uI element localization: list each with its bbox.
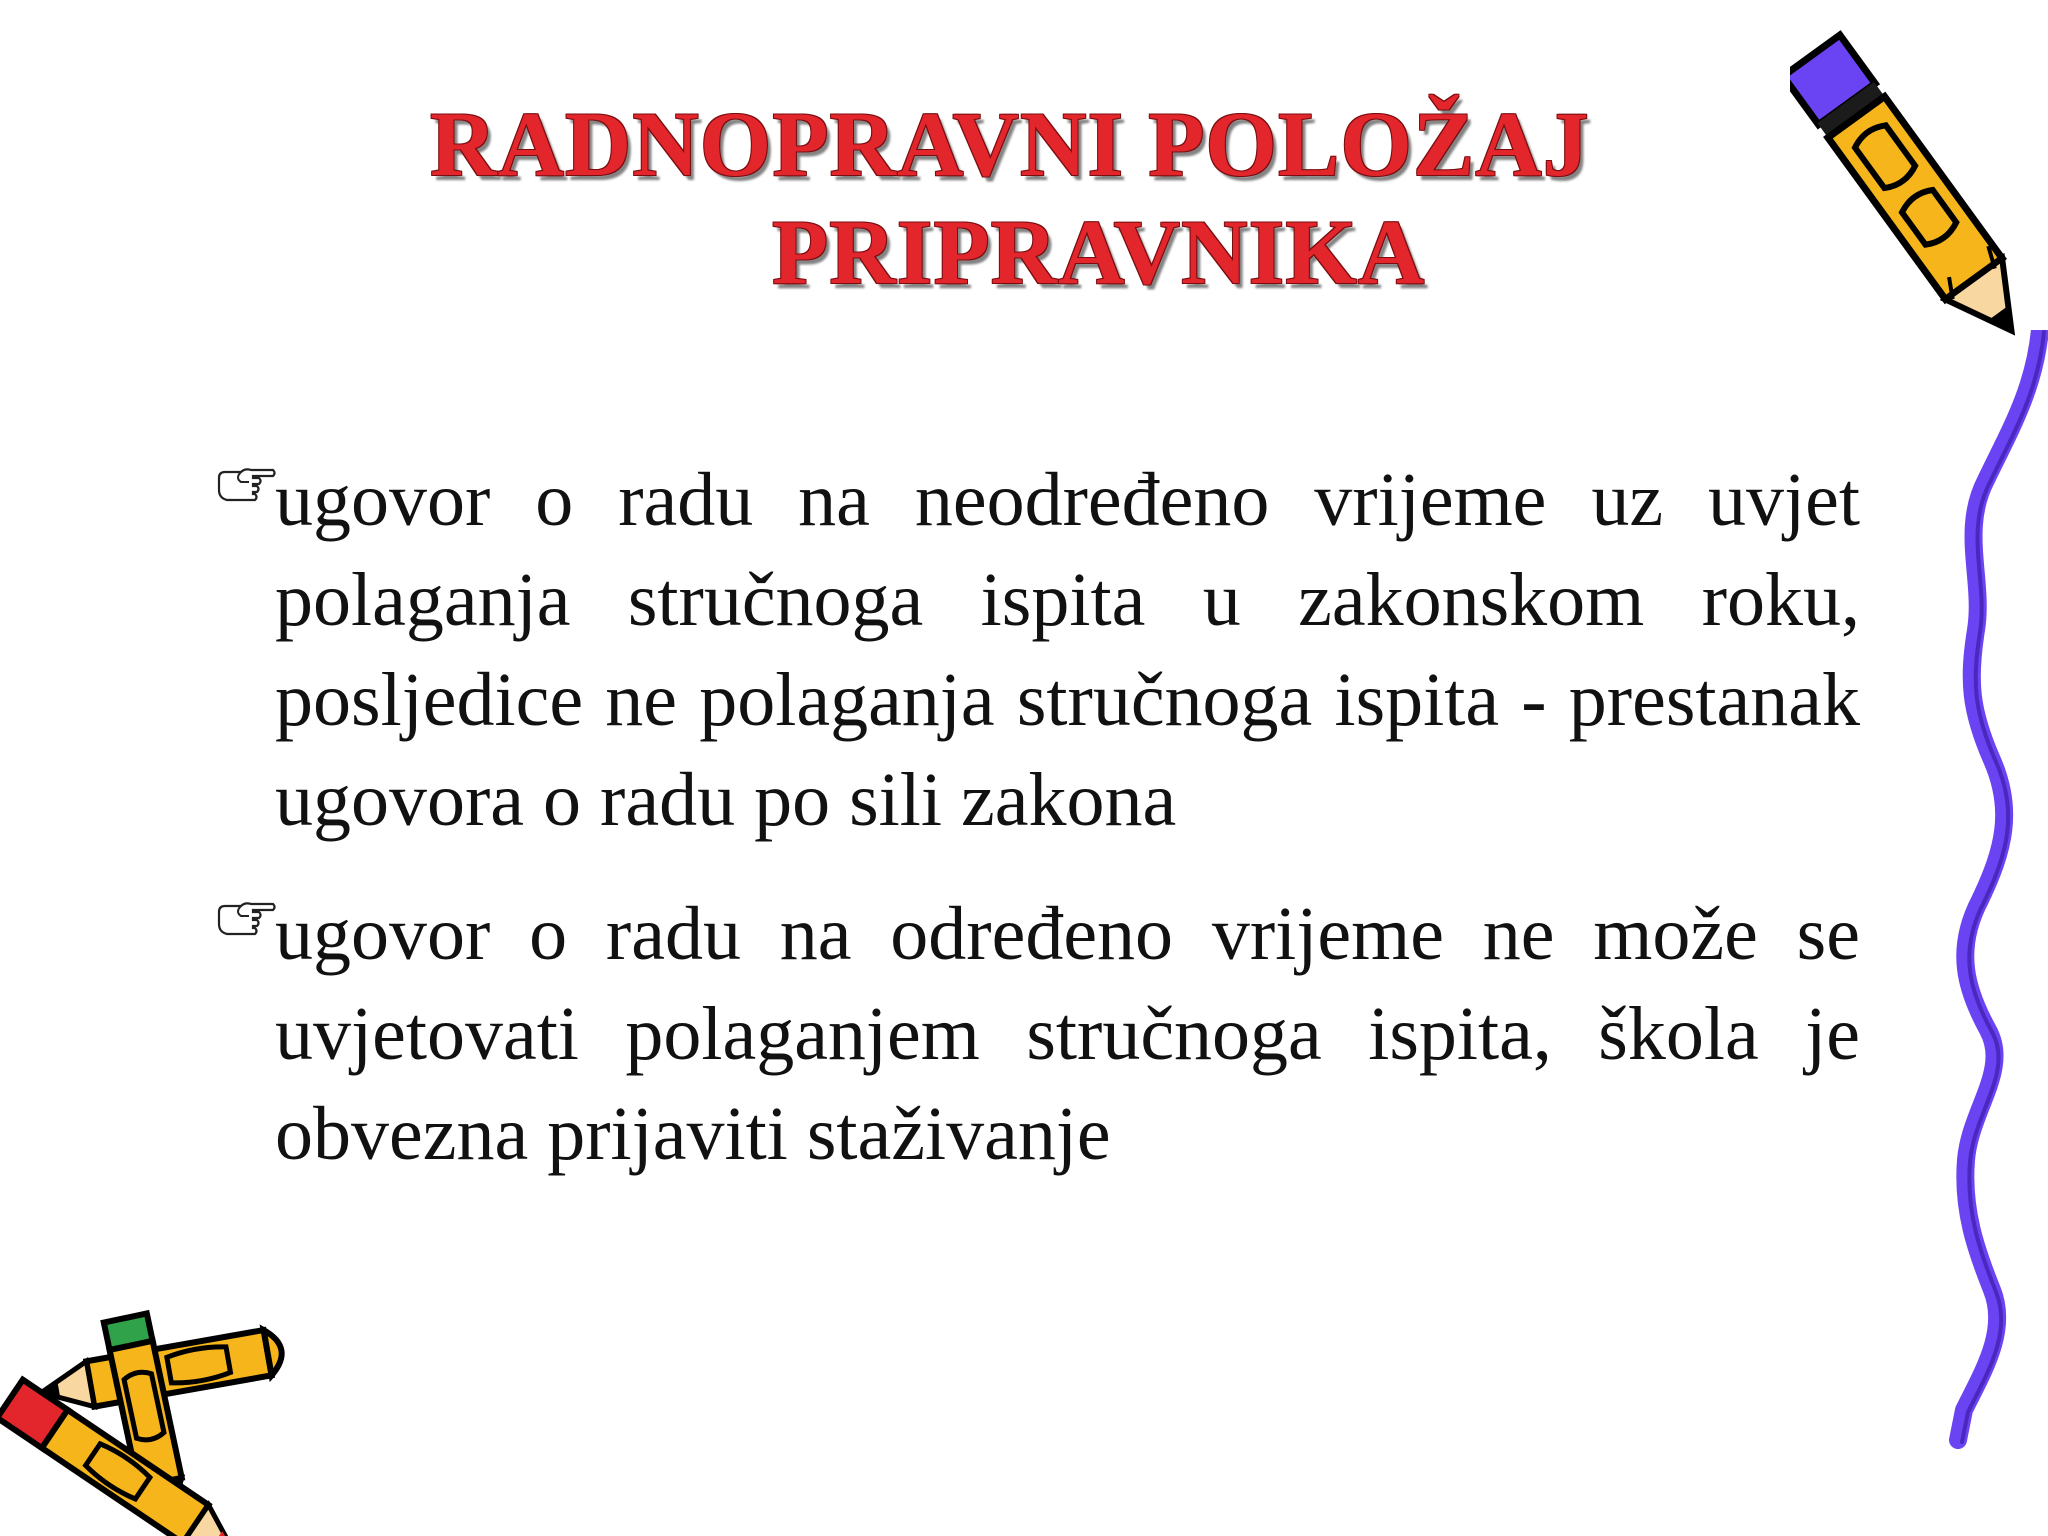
pencil-icon [1790, 30, 2048, 370]
bullet-item [215, 884, 1860, 1184]
bullet-list [215, 450, 1860, 1218]
crossed-pencils-icon [0, 1295, 310, 1536]
bullet-text: ugovor o radu na određeno vrijeme ne može se uvjetovati polaganjem stručnoga ispita, škola je obvezna prijaviti staživanje [275, 892, 1860, 1176]
title-line-2: PRIPRAVNIKA [772, 201, 1426, 303]
slide-title [380, 90, 1680, 306]
title-line-1: RADNOPRAVNI POLOŽAJ [430, 93, 1590, 195]
pointing-hand-icon [215, 464, 277, 504]
pointing-hand-icon [215, 898, 277, 938]
bullet-item [215, 450, 1860, 850]
squiggle-line [1940, 330, 2048, 1450]
bullet-text: ugovor o radu na neodređeno vrijeme uz uvjet polaganja stručnoga ispita u zakonskom roku, posljedice ne polaganja stručnoga ispita - prestanak ugovora o radu po sili zakona [275, 458, 1860, 842]
